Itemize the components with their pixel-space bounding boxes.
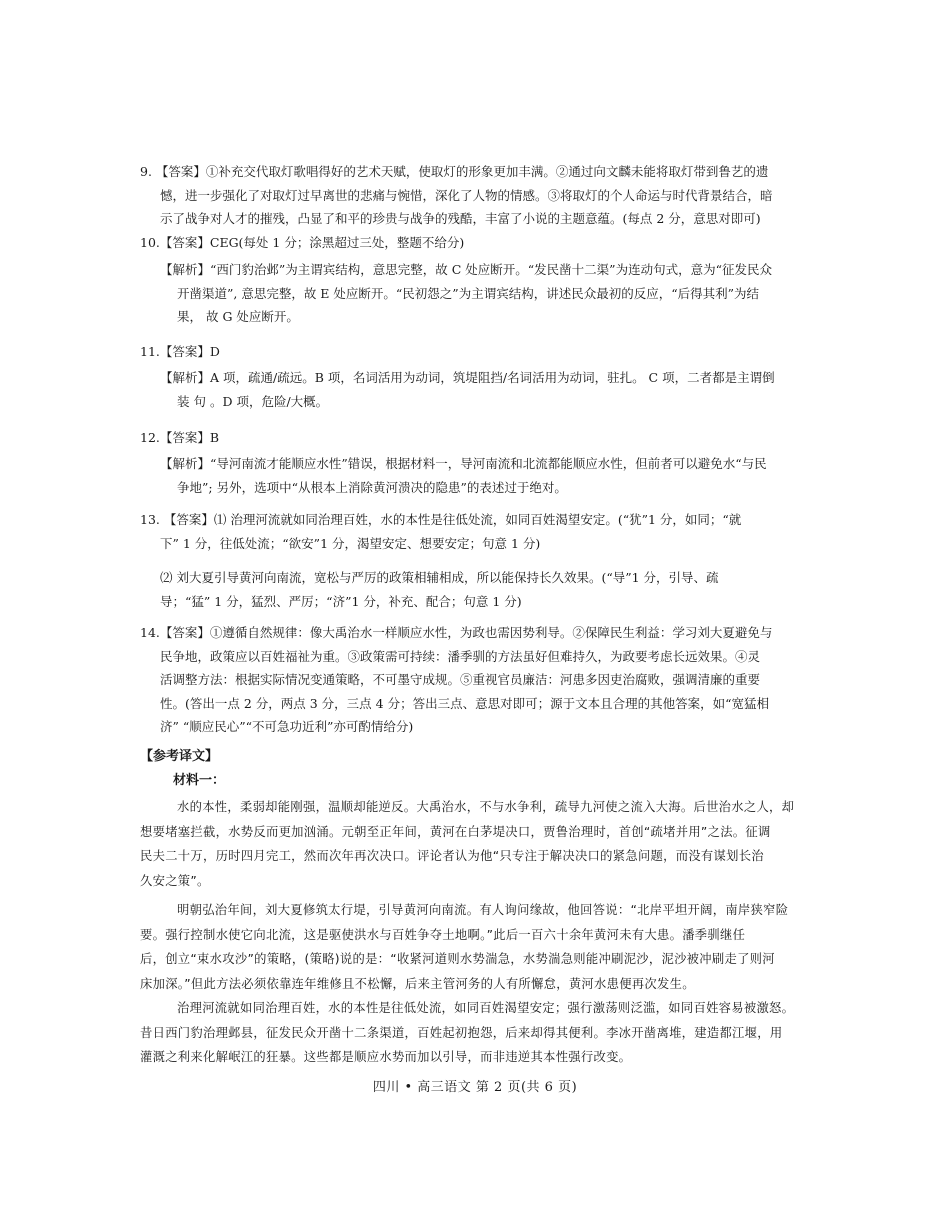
- analysis-11-line-2: 装 句 。D 项，危险/大概。: [177, 393, 329, 409]
- analysis-12-line-1: 【解析】“导河南流才能顺应水性”错误，根据材料一，导河南流和北流都能顺应水性，但前者可以避免水“与民: [160, 456, 767, 471]
- translation-p2-line-2: 要。强行控制水使它向北流，这是驱使洪水与百姓争夺土地啊。”此后一百六十余年黄河未有大患。潘季驯继任: [140, 927, 746, 942]
- translation-p1-line-2: 想要堵塞拦截，水势反而更加汹涌。元朝至正年间，黄河在白茅堤决口，贾鲁治理时，首创“疏堵并用”之法。征调: [140, 824, 771, 839]
- answer-13-line-1: 13. 【答案】⑴ 治理河流就如同治理百姓，水的本性是往低处流，如同百姓渴望安定。(“犹”1 分，如同；“就: [140, 512, 742, 527]
- answer-14-line-1: 14.【答案】①遵循自然规律：像大禹治水一样顺应水性，为政也需因势利导。②保障民生利益：学习刘大夏避免与: [140, 625, 773, 640]
- answer-13-line-2: 下” 1 分，往低处流；“欲安”1 分，渴望安定、想要安定；句意 1 分): [160, 535, 541, 551]
- translation-p3-line-1: 治理河流就如同治理百姓，水的本性是往低处流，如同百姓渴望安定；强行激荡则泛滥，如同百姓容易被激怒。: [177, 1001, 795, 1015]
- translation-p1-line-4: 久安之策”。: [140, 873, 210, 888]
- answer-12-answer: 12.【答案】B: [140, 430, 220, 445]
- analysis-12: [140, 452, 810, 499]
- translation-p1-line-3: 民夫二十万，历时四月完工，然而次年再次决口。评论者认为他“只专注于解决决口的紧急问题，而没有谋划长治: [140, 849, 764, 863]
- translation-p2-line-1: 明朝弘治年间，刘大夏修筑太行堤，引导黄河向南流。有人询问缘故，他回答说：“北岸平坦开阔，南岸狭窄险: [177, 903, 789, 917]
- answer-13-line-3: ⑵ 刘大夏引导黄河向南流，宽松与严厉的政策相辅相成，所以能保持长久效果。(“导”1 分，引导、疏: [160, 570, 719, 585]
- translation-paragraph-3: [140, 996, 810, 1070]
- answer-11-answer: 11.【答案】D: [140, 344, 220, 359]
- analysis-12-line-2: 争地”; 另外，选项中“从根本上消除黄河溃决的隐患”的表述过于绝对。: [177, 479, 567, 495]
- translation-p3-line-2: 昔日西门豹治理邺县，征发民众开凿十二条渠道，百姓起初抱怨，后来却得其便利。李冰开凿离堆，建造都江堰，用: [140, 1025, 783, 1040]
- answer-9: [140, 160, 810, 231]
- translation-heading: 【参考译文】: [140, 749, 219, 764]
- answer-9-line-2: 憾，进一步强化了对取灯过早离世的悲痛与惋惜，深化了人物的情感。③将取灯的个人命运与时代背景结合，暗: [160, 187, 773, 203]
- translation-p2-line-3: 后，创立“束水攻沙”的策略，(策略)说的是：“收紧河道则水势湍急，水势湍急则能冲刷泥沙，泥沙被冲刷走了则河: [140, 952, 775, 966]
- analysis-10-line-2: 开凿渠道”, 意思完整，故 E 处应断开。“民初怨之”为主谓宾结构，讲述民众最初的反应，“后得其利”为结: [177, 285, 759, 301]
- answer-12: [140, 426, 810, 450]
- analysis-10-line-3: 果， 故 G 处应断开。: [177, 309, 299, 324]
- answer-10-answer: 10.【答案】CEG(每处 1 分；涂黑超过三处，整题不给分): [140, 235, 465, 250]
- answer-9-line-1: 9. 【答案】①补充交代取灯歌唱得好的艺术天赋，使取灯的形象更加丰满。②通过向文麟未能将取灯带到鲁艺的遗: [140, 164, 769, 179]
- answer-14-line-5: 济” “顺应民心”“不可急功近利”亦可酌情给分): [160, 719, 414, 734]
- answer-13-part-1: [140, 508, 810, 555]
- answer-14: [140, 621, 810, 739]
- answer-13-line-4: 导；“猛” 1 分，猛烈、严厉；“济”1 分，补充、配合；句意 1 分): [160, 593, 522, 609]
- page-footer: 四川 • 高三语文 第 2 页(共 6 页): [372, 1080, 578, 1095]
- translation-paragraph-1: [140, 795, 810, 893]
- answer-10: [140, 231, 810, 255]
- analysis-10-line-1: 【解析】“西门豹治邺”为主谓宾结构，意思完整，故 C 处应断开。“发民凿十二渠”为连动句式，意为“征发民众: [160, 262, 772, 277]
- analysis-11: [140, 366, 810, 413]
- answer-11: [140, 340, 810, 364]
- answer-13-part-2: [140, 566, 810, 613]
- material-one-heading: 材料一：: [173, 773, 226, 788]
- answer-9-line-3: 示了战争对人才的摧残，凸显了和平的珍贵与战争的残酷，丰富了小说的主题意蕴。(每点 2 分，意思对即可): [160, 211, 761, 226]
- analysis-10: [140, 258, 810, 329]
- translation-p3-line-3: 灌溉之利来化解岷江的狂暴。这些都是顺应水势而加以引导，而非违逆其本性强行改变。: [140, 1050, 632, 1064]
- translation-p1-line-1: 水的本性，柔弱却能刚强，温顺却能逆反。大禹治水，不与水争利，疏导九河使之流入大海。后世治水之人，却: [177, 800, 795, 814]
- answer-14-line-3: 活调整方法：根据实际情况变通策略，不可墨守成规。⑤重视官员廉洁：河患多因吏治腐败，强调清廉的重要: [160, 672, 761, 687]
- answer-14-line-4: 性。(答出一点 2 分，两点 3 分，三点 4 分；答出三点、意思对即可；源于文本且合理的其他答案，如“宽猛相: [160, 695, 769, 711]
- translation-p2-line-4: 床加深。”但此方法必须依靠连年维修且不松懈，后来主管河务的人有所懈怠，黄河水患便再次发生。: [140, 976, 695, 991]
- answer-14-line-2: 民争地，政策应以百姓福祉为重。③政策需可持续：潘季驯的方法虽好但难持久，为政要考虑长远效果。④灵: [160, 648, 761, 664]
- translation-paragraph-2: [140, 898, 810, 996]
- analysis-11-line-1: 【解析】A 项，疏通/疏远。B 项，名词活用为动词，筑堤阻挡/名词活用为动词，驻扎。 C 项，二者都是主谓倒: [160, 370, 775, 385]
